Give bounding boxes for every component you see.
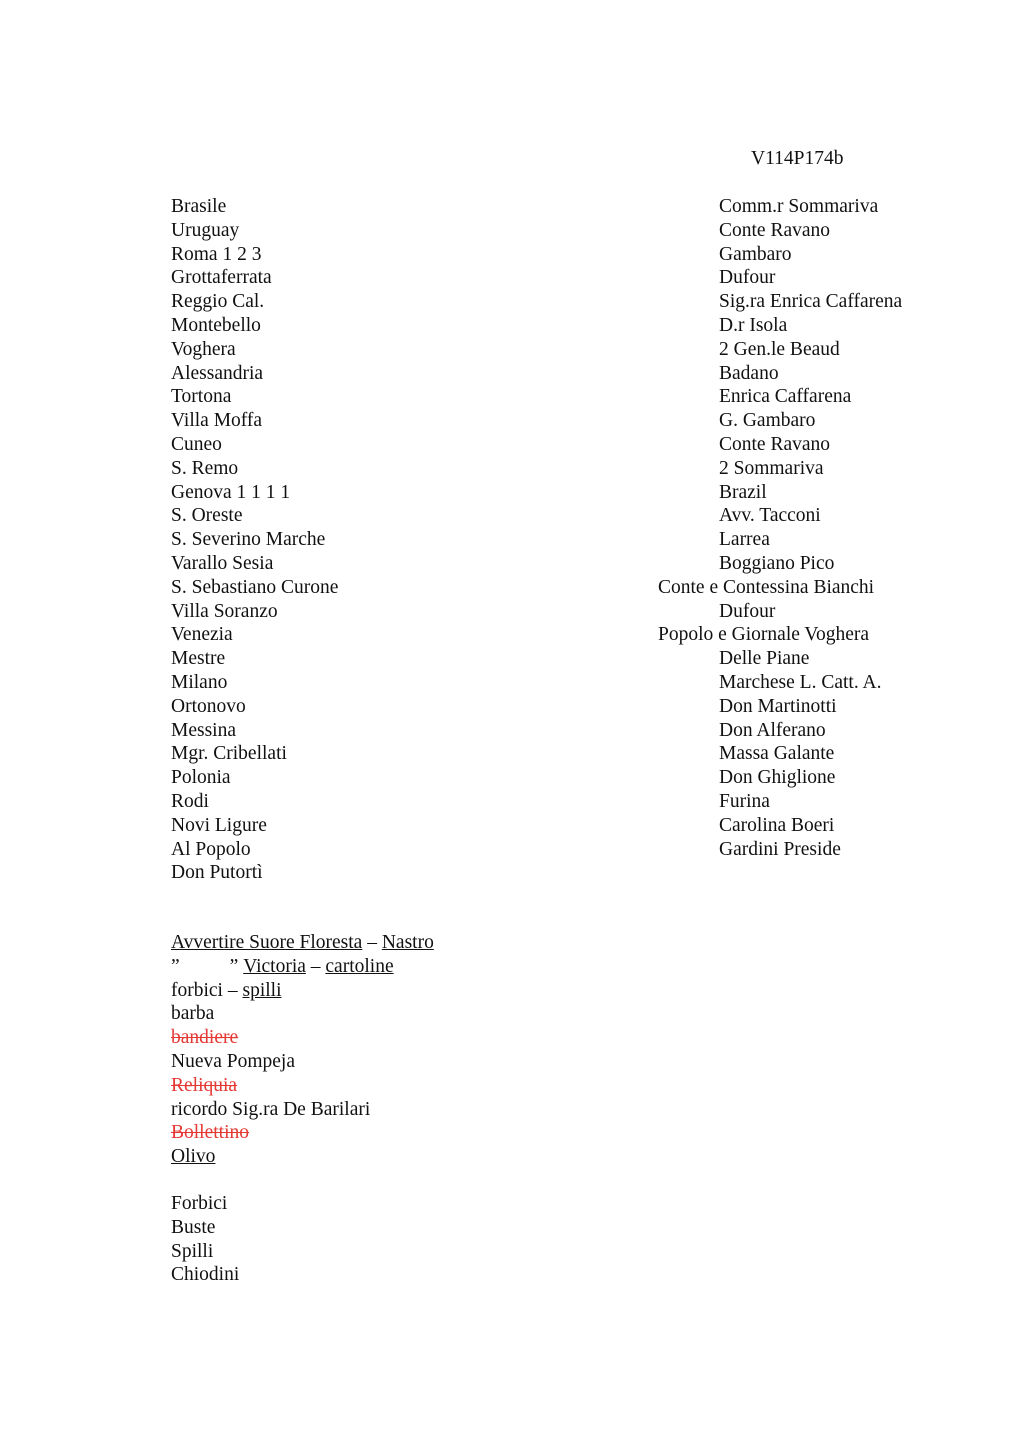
left-list-item: Mestre: [171, 648, 226, 670]
right-list-item: Brazil: [719, 481, 767, 503]
right-list-item: Massa Galante: [719, 743, 835, 765]
right-list-item: Boggiano Pico: [719, 552, 835, 574]
right-list-item: 2 Sommariva: [719, 457, 824, 479]
right-list-item: Carolina Boeri: [719, 814, 835, 836]
right-list-item: Avv. Tacconi: [719, 505, 821, 527]
supply-item: Buste: [171, 1216, 216, 1238]
right-list-item: Delle Piane: [719, 648, 810, 670]
right-list-item: Marchese L. Catt. A.: [719, 671, 882, 693]
ditto-mark: ”: [171, 955, 180, 977]
left-list-item: Roma 1 2 3: [171, 243, 262, 265]
note-line: ricordo Sig.ra De Barilari: [171, 1098, 371, 1120]
right-list-item: G. Gambaro: [719, 410, 816, 432]
left-list-item: Messina: [171, 719, 236, 741]
notes-section: [171, 931, 434, 1169]
left-list-item: Varallo Sesia: [171, 552, 274, 574]
note-underlined-text: spilli: [242, 979, 282, 1001]
note-line: Nueva Pompeja: [171, 1050, 296, 1072]
right-list-item: Don Alferano: [719, 719, 826, 741]
note-separator: –: [362, 932, 382, 953]
note-line: [171, 931, 434, 955]
left-list-item: Uruguay: [171, 219, 240, 241]
struck-text: bandiere: [171, 1027, 239, 1049]
right-list-item: Popolo e Giornale Voghera: [658, 624, 870, 646]
right-list-item: Gardini Preside: [719, 838, 841, 860]
left-list-item: Ortonovo: [171, 695, 246, 717]
left-list-item: S. Sebastiano Curone: [171, 576, 339, 598]
struck-text: Reliquia: [171, 1074, 238, 1096]
note-line-struck: [171, 1121, 434, 1145]
note-line: [171, 1145, 434, 1169]
right-list-item: Furina: [719, 790, 770, 812]
left-list-item: Brasile: [171, 196, 227, 217]
note-underlined-text: Victoria: [243, 955, 306, 977]
right-list-item: Sig.ra Enrica Caffarena: [719, 291, 903, 313]
note-underlined-text: Avvertire Suore Floresta: [171, 932, 363, 953]
note-line: [171, 955, 434, 979]
left-list-item: Montebello: [171, 314, 261, 336]
left-list-item: Voghera: [171, 338, 236, 360]
left-list-item: Reggio Cal.: [171, 291, 265, 313]
left-list-item: Venezia: [171, 624, 233, 646]
note-separator: –: [305, 955, 326, 977]
struck-text: Bollettino: [171, 1122, 249, 1144]
left-list-item: Villa Moffa: [171, 410, 263, 432]
note-line: barba: [171, 1003, 215, 1025]
supply-item: Chiodini: [171, 1264, 240, 1286]
right-list-item: Conte e Contessina Bianchi: [658, 576, 875, 598]
note-underlined-text: cartoline: [325, 955, 394, 977]
left-list-item: Genova 1 1 1 1: [171, 481, 291, 503]
right-list-item: Dufour: [719, 267, 776, 289]
right-list-item: Dufour: [719, 600, 776, 622]
left-list-item: Milano: [171, 671, 228, 693]
note-text: forbici: [171, 979, 223, 1001]
left-column-list: [171, 195, 338, 885]
note-separator: –: [222, 979, 243, 1001]
note-underlined-text: Olivo: [171, 1146, 216, 1168]
left-list-item: Mgr. Cribellati: [171, 743, 287, 765]
left-list-item: Alessandria: [171, 362, 264, 384]
note-line-struck: [171, 1074, 434, 1098]
right-list-item: Gambaro: [719, 243, 792, 265]
right-list-item: D.r Isola: [719, 314, 788, 336]
right-column-list: [658, 195, 902, 861]
right-list-item: Conte Ravano: [719, 219, 831, 241]
left-list-item: Villa Soranzo: [171, 600, 278, 622]
right-list-item: Badano: [719, 362, 779, 384]
note-line: [171, 979, 434, 1003]
left-list-item: Cuneo: [171, 433, 222, 455]
left-list-item: Rodi: [171, 790, 209, 812]
left-list-item: S. Severino Marche: [171, 529, 326, 551]
left-list-item: Tortona: [171, 386, 232, 408]
left-list-item: S. Oreste: [171, 505, 243, 527]
left-list-item: Don Putortì: [171, 862, 263, 884]
document-reference: V114P174b: [751, 148, 844, 169]
right-list-item: Comm.r Sommariva: [719, 196, 879, 217]
supplies-list: [171, 1192, 239, 1287]
right-list-item: Larrea: [719, 529, 770, 551]
left-list-item: Polonia: [171, 767, 231, 789]
ditto-mark: ”: [229, 955, 239, 977]
right-list-item: Don Martinotti: [719, 695, 837, 717]
left-list-item: S. Remo: [171, 457, 239, 479]
right-list-item: Enrica Caffarena: [719, 386, 852, 408]
right-list-item: Conte Ravano: [719, 433, 831, 455]
right-list-item: 2 Gen.le Beaud: [719, 338, 840, 360]
note-line-struck: [171, 1026, 434, 1050]
supply-item: Spilli: [171, 1240, 214, 1262]
supply-item: Forbici: [171, 1193, 228, 1214]
left-list-item: Grottaferrata: [171, 267, 272, 289]
left-list-item: Al Popolo: [171, 838, 251, 860]
right-list-item: Don Ghiglione: [719, 767, 836, 789]
note-underlined-text: Nastro: [381, 932, 434, 953]
left-list-item: Novi Ligure: [171, 814, 267, 836]
